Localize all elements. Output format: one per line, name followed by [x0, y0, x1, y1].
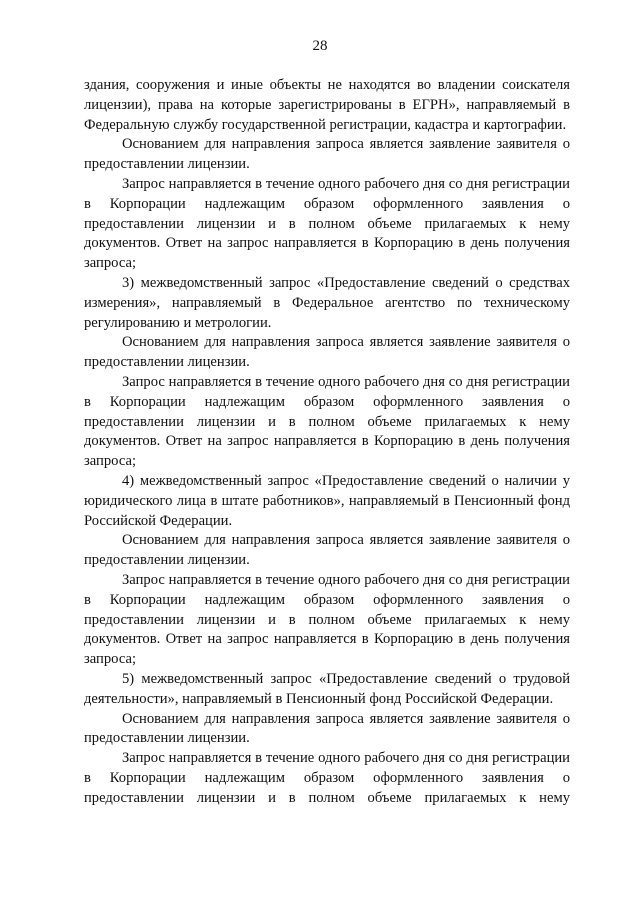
paragraph: Запрос направляется в течение одного рабочего дня со дня регистрации в Корпорации надлежащим образом оформленного заявления о предоставлении лицензии и в полном объеме прилагаемых к нему документов. Ответ на запрос направляется в Корпорацию в день получения запроса;: [84, 175, 570, 272]
paragraph: Запрос направляется в течение одного рабочего дня со дня регистрации в Корпорации надлежащим образом оформленного заявления о предоставлении лицензии и в полном объеме прилагаемых к нему документов. Ответ на запрос направляется в Корпорацию в день получения запроса;: [84, 373, 570, 470]
paragraph: Основанием для направления запроса является заявление заявителя о предоставлении лицензии.: [84, 334, 570, 371]
document-body: [84, 76, 570, 808]
paragraph: Запрос направляется в течение одного рабочего дня со дня регистрации в Корпорации надлежащим образом оформленного заявления о предоставлении лицензии и в полном объеме прилагаемых к нему документов. Ответ на запрос направляется в Корпорацию в день получения запроса;: [84, 571, 570, 668]
paragraph-last-truncated: Запрос направляется в течение одного рабочего дня со дня регистрации в Корпорации надлежащим образом оформленного заявления о предоставлении лицензии и в полном объеме прилагаемых к нему: [84, 750, 570, 806]
paragraph: 5) межведомственный запрос «Предоставление сведений о трудовой деятельности», направляемый в Пенсионный фонд Российской Федерации.: [84, 670, 570, 707]
paragraph: Основанием для направления запроса является заявление заявителя о предоставлении лицензии.: [84, 136, 570, 173]
paragraph: здания, сооружения и иные объекты не находятся во владении соискателя лицензии), права на которые зарегистрированы в ЕГРН», направляемый в Федеральную службу государственной регистрации, кадастра и картографии.: [84, 77, 570, 133]
paragraph: 3) межведомственный запрос «Предоставление сведений о средствах измерения», направляемый в Федеральное агентство по техническому регулированию и метрологии.: [84, 274, 570, 331]
paragraph: Основанием для направления запроса является заявление заявителя о предоставлении лицензии.: [84, 532, 570, 569]
paragraph: 4) межведомственный запрос «Предоставление сведений о наличии у юридического лица в штате работников», направляемый в Пенсионный фонд Российской Федерации.: [84, 472, 570, 529]
page-number: 28: [312, 38, 328, 54]
paragraph: Основанием для направления запроса является заявление заявителя о предоставлении лицензии.: [84, 710, 570, 747]
